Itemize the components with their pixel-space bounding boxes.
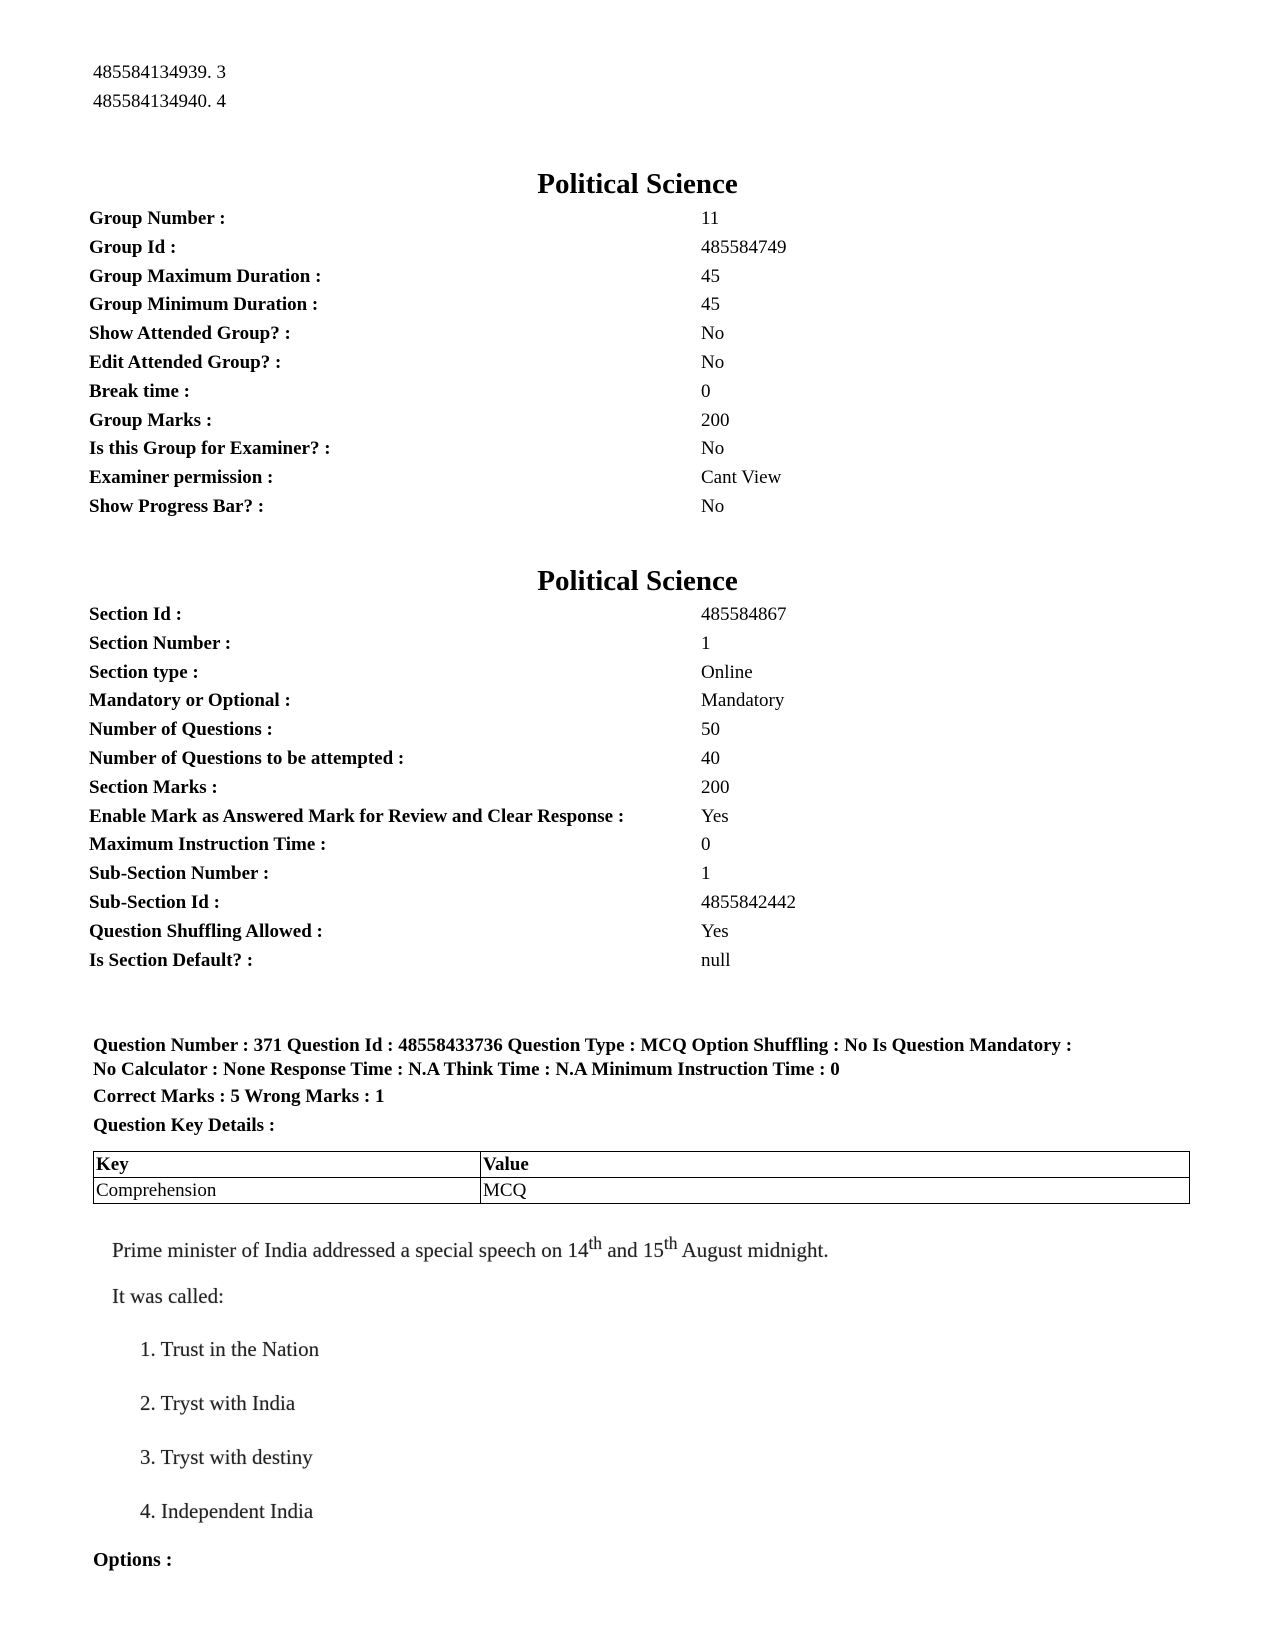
kv-row: [89, 918, 1089, 947]
kv-row: [89, 435, 1089, 464]
kv-value: 1: [701, 632, 711, 654]
group-details: [89, 205, 1089, 522]
kv-label: Is this Group for Examiner? :: [89, 438, 331, 460]
table-cell: Comprehension: [94, 1178, 481, 1204]
kv-row: [89, 716, 1089, 745]
kv-value: 200: [701, 776, 730, 798]
kv-row: [89, 320, 1089, 349]
kv-row: [89, 205, 1089, 234]
kv-row: [89, 745, 1089, 774]
question-choices: [140, 1336, 319, 1552]
kv-value: 45: [701, 265, 720, 287]
table-cell: MCQ: [481, 1178, 1190, 1204]
question-key-details-label: Question Key Details :: [93, 1115, 276, 1136]
kv-row: [89, 831, 1089, 860]
kv-value: Yes: [701, 920, 729, 942]
kv-label: Sub-Section Number :: [89, 863, 270, 885]
kv-label: Section Number :: [89, 632, 232, 654]
stem-part-1: Prime minister of India addressed a special speech on 14: [112, 1238, 589, 1262]
kv-label: Enable Mark as Answered Mark for Review and Clear Response :: [89, 805, 625, 827]
kv-value: 45: [701, 294, 720, 316]
kv-value: 0: [701, 834, 711, 856]
list-item: 2. Tryst with India: [140, 1391, 296, 1415]
table-row: [94, 1178, 1190, 1204]
question-header-line-1: Question Number : 371 Question Id : 48558433736 Question Type : MCQ Option Shuffling : No Is Question Mandatory :: [93, 1035, 1073, 1056]
question-marks: Correct Marks : 5 Wrong Marks : 1: [93, 1086, 385, 1107]
kv-label: Number of Questions to be attempted :: [89, 747, 405, 769]
kv-value: Yes: [701, 805, 729, 827]
question-prompt: It was called:: [112, 1284, 224, 1308]
list-item: 1. Trust in the Nation: [140, 1337, 320, 1361]
kv-value: 1: [701, 863, 711, 885]
table-header-key: Key: [94, 1152, 481, 1178]
kv-value: Cant View: [701, 467, 782, 489]
kv-label: Mandatory or Optional :: [89, 690, 291, 712]
kv-value: 200: [701, 409, 730, 431]
kv-row: [89, 493, 1089, 522]
kv-row: [89, 774, 1089, 803]
question-key-table: [93, 1151, 1190, 1204]
kv-label: Break time :: [89, 380, 190, 402]
kv-label: Show Progress Bar? :: [89, 495, 265, 517]
kv-label: Group Marks :: [89, 409, 213, 431]
table-header-value: Value: [481, 1152, 1190, 1178]
kv-label: Question Shuffling Allowed :: [89, 920, 323, 942]
kv-value: 485584867: [701, 604, 787, 625]
kv-value: 4855842442: [701, 891, 796, 913]
section-title: Political Science: [537, 565, 738, 597]
kv-label: Group Minimum Duration :: [89, 294, 319, 316]
kv-label: Number of Questions :: [89, 719, 273, 741]
kv-row: [89, 601, 1089, 630]
table-header-row: [94, 1152, 1190, 1178]
kv-row: [89, 464, 1089, 493]
kv-row: [89, 630, 1089, 659]
kv-row: [89, 687, 1089, 716]
stem-sup-1: th: [588, 1233, 603, 1253]
kv-row: [89, 659, 1089, 688]
kv-row: [89, 291, 1089, 320]
kv-value: Mandatory: [701, 690, 785, 712]
kv-row: [89, 349, 1089, 378]
kv-value: No: [701, 495, 725, 517]
top-line-2: 485584134940. 4: [93, 91, 226, 112]
kv-label: Examiner permission :: [89, 467, 274, 489]
kv-label: Is Section Default? :: [89, 949, 254, 971]
kv-value: 40: [701, 747, 720, 769]
section-details: [89, 601, 1089, 975]
kv-label: Group Id :: [89, 236, 177, 258]
kv-value: 50: [701, 719, 720, 741]
top-lines: [93, 58, 226, 116]
stem-part-3: August midnight.: [677, 1238, 829, 1262]
kv-value: null: [701, 949, 731, 971]
kv-row: [89, 407, 1089, 436]
kv-row: [89, 803, 1089, 832]
kv-label: Sub-Section Id :: [89, 891, 220, 913]
kv-label: Maximum Instruction Time :: [89, 834, 327, 856]
kv-label: Edit Attended Group? :: [89, 351, 282, 373]
kv-label: Section type :: [89, 661, 199, 683]
kv-value: 11: [701, 208, 720, 229]
group-title: Political Science: [537, 168, 738, 200]
kv-value: 485584749: [701, 236, 787, 258]
kv-value: 0: [701, 380, 711, 402]
kv-row: [89, 234, 1089, 263]
kv-label: Section Marks :: [89, 776, 218, 798]
kv-value: No: [701, 438, 725, 460]
kv-row: [89, 378, 1089, 407]
kv-label: Group Maximum Duration :: [89, 265, 322, 287]
kv-row: [89, 889, 1089, 918]
kv-row: [89, 947, 1089, 976]
kv-row: [89, 263, 1089, 292]
kv-label: Section Id :: [89, 604, 182, 625]
kv-value: No: [701, 323, 725, 345]
stem-sup-2: th: [663, 1233, 678, 1253]
question-stem: [112, 1233, 829, 1263]
top-line-1: 485584134939. 3: [93, 62, 226, 83]
question-header-line-2: No Calculator : None Response Time : N.A Think Time : N.A Minimum Instruction Time : 0: [93, 1059, 840, 1080]
kv-label: Group Number :: [89, 208, 226, 229]
kv-label: Show Attended Group? :: [89, 323, 291, 345]
kv-row: [89, 860, 1089, 889]
kv-value: No: [701, 351, 725, 373]
list-item: 4. Independent India: [140, 1499, 314, 1523]
question-header: [93, 1034, 1193, 1082]
options-label: Options :: [93, 1549, 173, 1571]
list-item: 3. Tryst with destiny: [140, 1445, 313, 1469]
kv-value: Online: [701, 661, 753, 683]
stem-part-2: and 15: [602, 1238, 664, 1262]
